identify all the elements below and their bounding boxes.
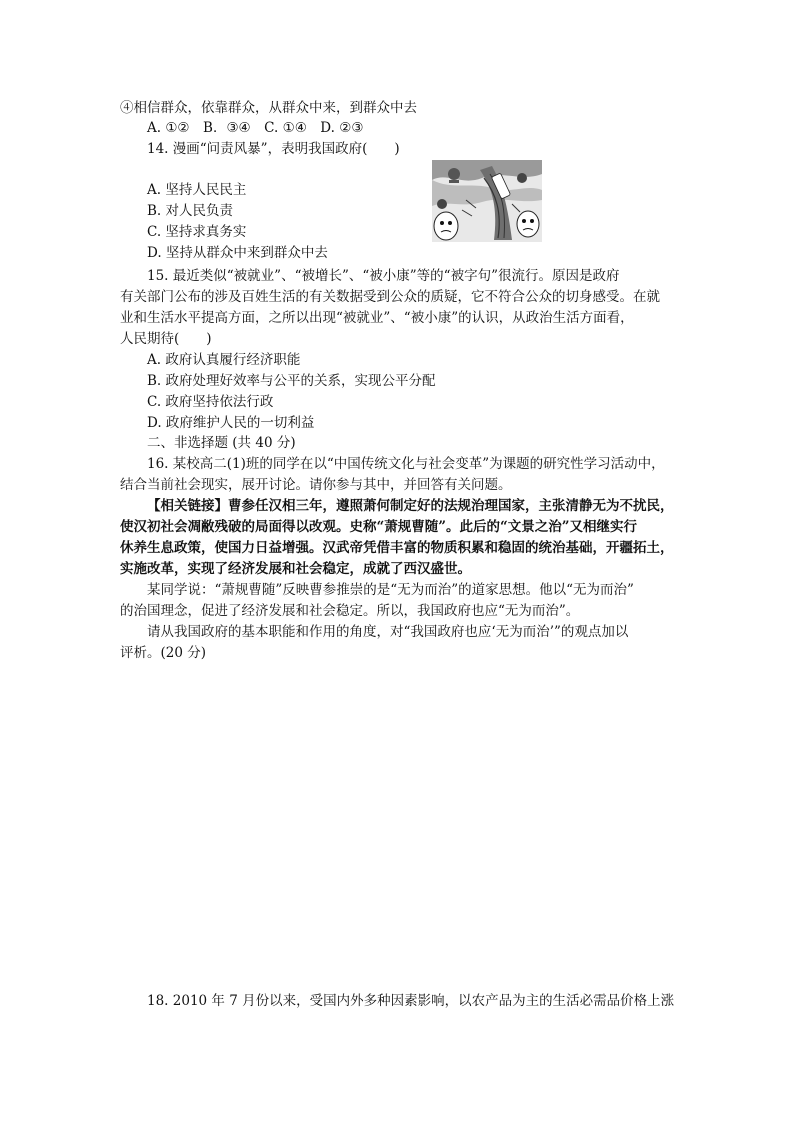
q15-line-1: 15. 最近类似“被就业”、“被增长”、“被小康”等的“被字句”很流行。原因是政府 xyxy=(147,268,620,284)
q16-intro-line-1: 16. 某校高二(1)班的同学在以“中国传统文化与社会变革”为课题的研究性学习活动中， xyxy=(147,456,665,472)
storm-cartoon-icon xyxy=(432,160,542,242)
q14-option-c: C. 坚持求真务实 xyxy=(147,224,247,240)
q15-line-3: 业和生活水平提高方面，之所以出现“被就业”、“被小康”的认识，从政治生活方面看， xyxy=(120,310,634,326)
section-2-heading: 二、非选择题 (共 40 分) xyxy=(147,435,296,451)
q14-stem: 14. 漫画“问责风暴”，表明我国政府( ) xyxy=(147,141,400,157)
q16-link-line-4: 实施改革，实现了经济发展和社会稳定，成就了西汉盛世。 xyxy=(120,561,471,577)
q15-option-d: D. 政府维护人民的一切利益 xyxy=(147,415,315,431)
q16-task-line-1: 请从我国政府的基本职能和作用的角度，对“我国政府也应‘无为而治’”的观点加以 xyxy=(147,624,629,640)
q14-option-a: A. 坚持人民民主 xyxy=(147,182,247,198)
q14-option-b: B. 对人民负责 xyxy=(147,203,234,219)
q15-line-2: 有关部门公布的涉及百姓生活的有关数据受到公众的质疑，它不符合公众的切身感受。在就 xyxy=(120,289,660,305)
q16-intro-line-2: 结合当前社会现实，展开讨论。请你参与其中，并回答有关问题。 xyxy=(120,477,512,493)
q13-item-4: ④相信群众，依靠群众，从群众中来，到群众中去 xyxy=(120,100,417,116)
q16-link-line-1: 【相关链接】曹参任汉相三年，遵照萧何制定好的法规治理国家，主张清静无为不扰民， xyxy=(147,498,674,514)
q13-options: A. ①② B．③④ C. ①④ D. ②③ xyxy=(147,120,364,136)
q16-task-line-2: 评析。(20 分) xyxy=(120,645,207,661)
q15-option-b: B. 政府处理好效率与公平的关系，实现公平分配 xyxy=(147,373,436,389)
q16-opinion-line-1: 某同学说：“萧规曹随”反映曹参推崇的是“无为而治”的道家思想。他以“无为而治” xyxy=(147,582,634,598)
q15-line-4: 人民期待( ) xyxy=(120,331,212,347)
q16-link-line-2: 使汉初社会凋敝残破的局面得以改观。史称“萧规曹随”。此后的“文景之治”又相继实行 xyxy=(120,519,638,535)
q16-opinion-line-2: 的治国理念，促进了经济发展和社会稳定。所以，我国政府也应“无为而治”。 xyxy=(120,603,580,619)
q18-first-line: 18. 2010 年 7 月份以来，受国内外多种因素影响，以农产品为主的生活必需品价格上涨 xyxy=(147,993,675,1009)
q15-option-a: A. 政府认真履行经济职能 xyxy=(147,352,301,368)
q14-option-d: D. 坚持从群众中来到群众中去 xyxy=(147,245,328,261)
q15-option-c: C. 政府坚持依法行政 xyxy=(147,394,274,410)
q16-link-line-3: 休养生息政策，使国力日益增强。汉武帝凭借丰富的物质积累和稳固的统治基础，开疆拓土， xyxy=(120,540,674,556)
